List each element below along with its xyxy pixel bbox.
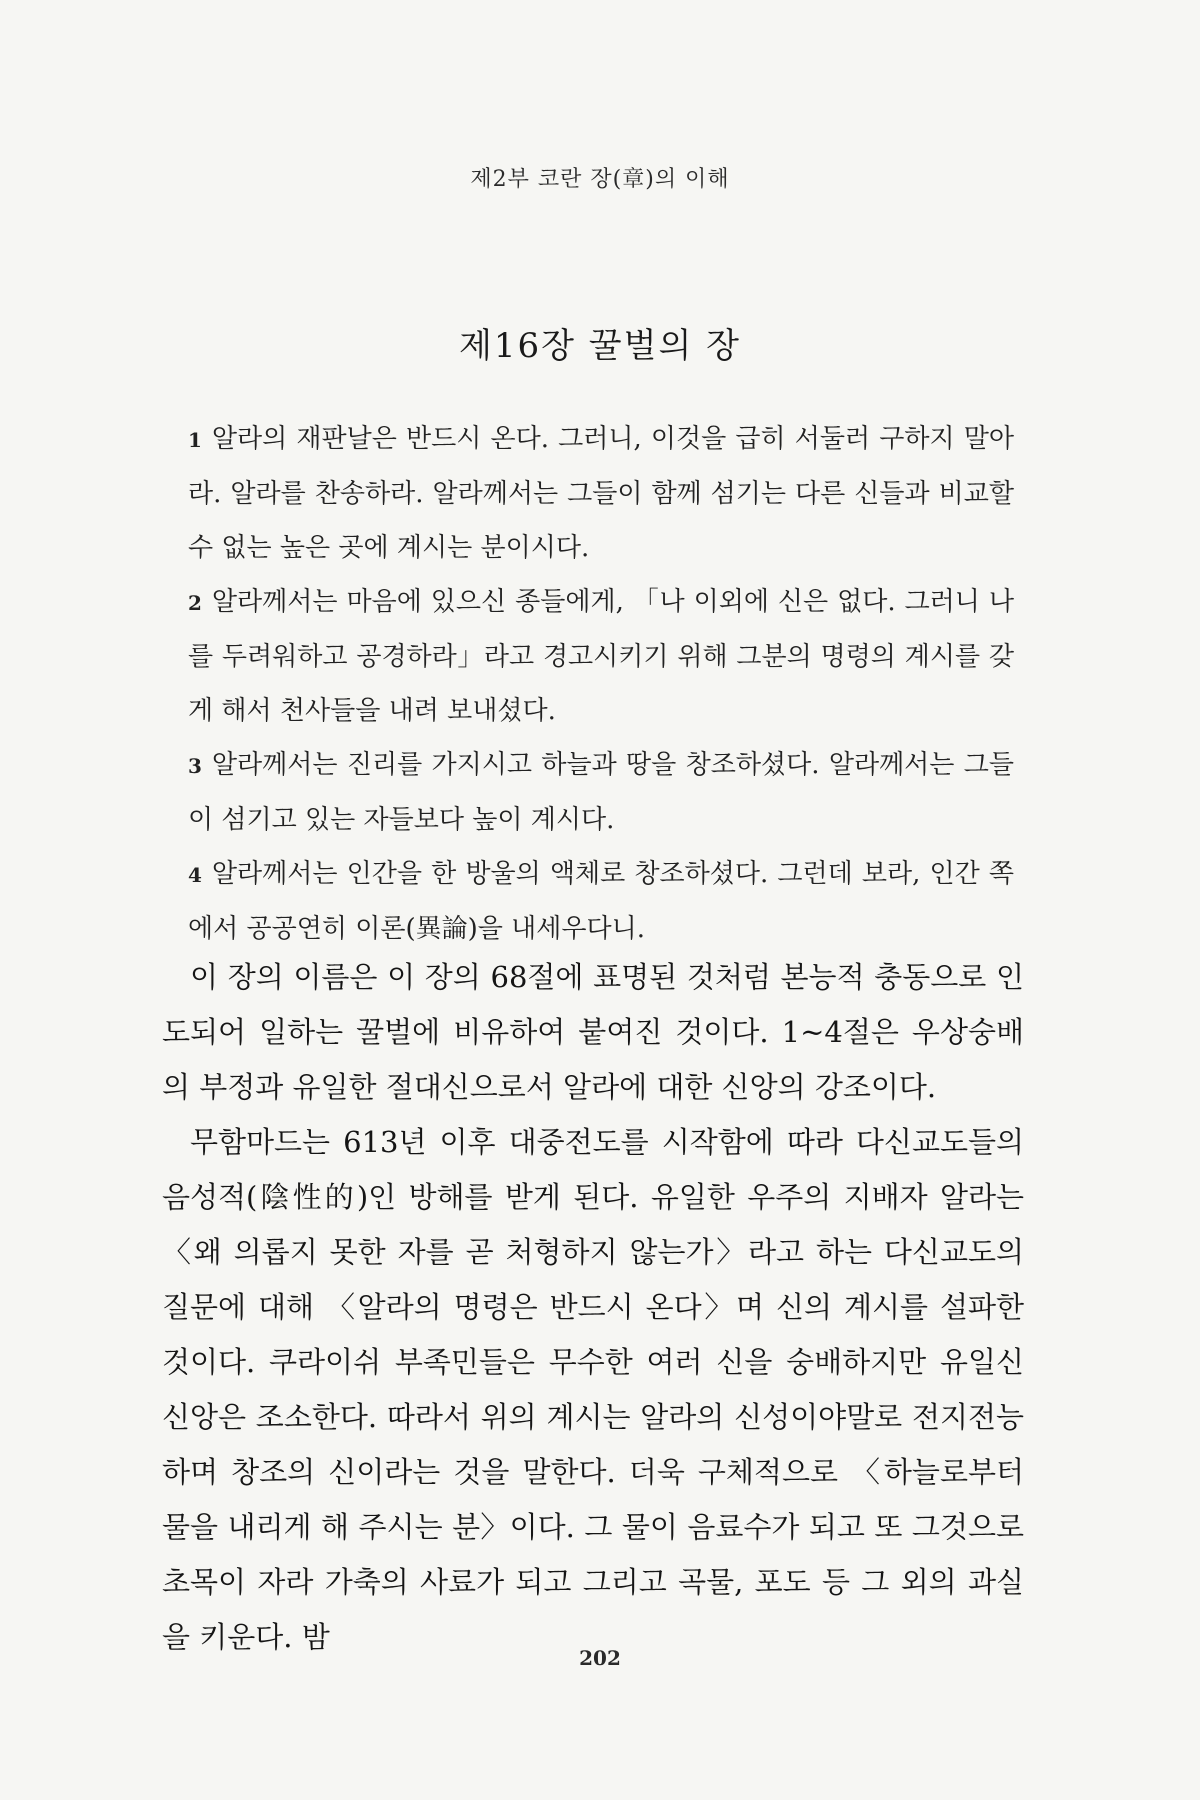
verse-number: 2 (188, 591, 202, 615)
verse-number: 3 (188, 754, 202, 778)
verse-block (188, 412, 1014, 956)
verse-text: 알라께서는 마음에 있으신 종들에게, 「나 이외에 신은 없다. 그러니 나를 두려워하고 공경하라」라고 경고시키기 위해 그분의 명령의 계시를 갖게 해서 천사들을 내려 보내셨다. (188, 587, 1014, 726)
verse-text: 알라께서는 인간을 한 방울의 액체로 창조하셨다. 그런데 보라, 인간 쪽에서 공공연히 이론(異論)을 내세우다니. (188, 859, 1014, 944)
verse-3 (188, 738, 1014, 847)
commentary-paragraph-1: 이 장의 이름은 이 장의 68절에 표명된 것처럼 본능적 충동으로 인도되어 일하는 꿀벌에 비유하여 붙여진 것이다. 1~4절은 우상숭배의 부정과 유일한 절대신으로서 알라에 대한 신앙의 강조이다. (162, 960, 1024, 1104)
verse-2 (188, 575, 1014, 738)
verse-number: 4 (188, 863, 202, 887)
commentary-paragraph-2: 무함마드는 613년 이후 대중전도를 시작함에 따라 다신교도들의 음성적(陰性的)인 방해를 받게 된다. 유일한 우주의 지배자 알라는 〈왜 의롭지 못한 자를 곧 처형하지 않는가〉라고 하는 다신교도의 질문에 대해 〈알라의 명령은 반드시 온다〉며 신의 계시를 설파한 것이다. 쿠라이쉬 부족민들은 무수한 여러 신을 숭배하지만 유일신 신앙은 조소한다. 따라서 위의 계시는 알라의 신성이야말로 전지전능하며 창조의 신이라는 것을 말한다. 더욱 구체적으로 〈하늘로부터 물을 내리게 해 주시는 분〉이다. 그 물이 음료수가 되고 또 그것으로 초목이 자라 가축의 사료가 되고 그리고 곡물, 포도 등 그 외의 과실을 키운다. 밤 (162, 1125, 1024, 1654)
verse-number: 1 (188, 428, 202, 452)
verse-4 (188, 847, 1014, 956)
running-header: 제2부 코란 장(章)의 이해 (470, 167, 730, 192)
verse-text: 알라의 재판날은 반드시 온다. 그러니, 이것을 급히 서둘러 구하지 말아라. 알라를 찬송하라. 알라께서는 그들이 함께 섬기는 다른 신들과 비교할 수 없는 높은 곳에 계시는 분이시다. (188, 424, 1014, 563)
verse-text: 알라께서는 진리를 가지시고 하늘과 땅을 창조하셨다. 알라께서는 그들이 섬기고 있는 자들보다 높이 계시다. (188, 750, 1014, 835)
verse-1 (188, 412, 1014, 575)
page-number: 202 (579, 1646, 621, 1670)
commentary-block (162, 950, 1024, 1665)
chapter-title: 제16장 꿀벌의 장 (459, 326, 741, 366)
